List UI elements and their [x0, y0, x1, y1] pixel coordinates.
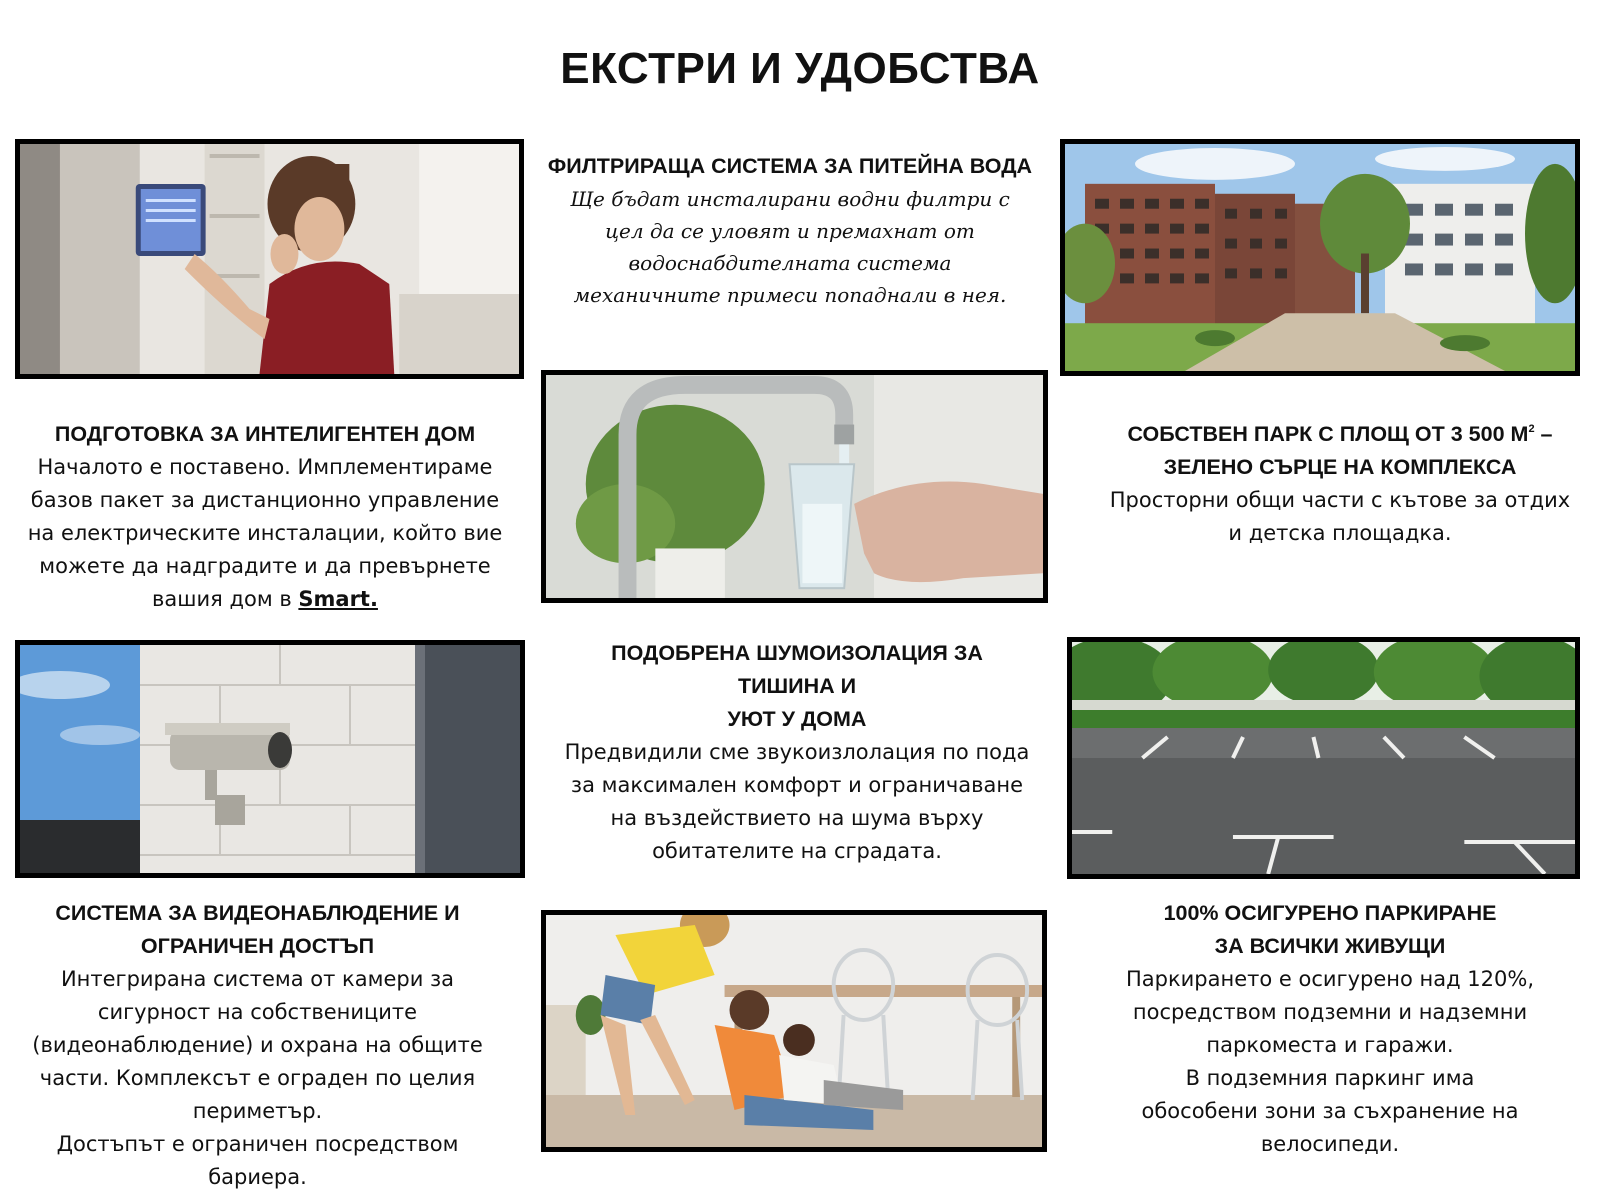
- security-heading-line: СИСТЕМА ЗА ВИДЕОНАБЛЮДЕНИЕ И: [55, 901, 460, 925]
- noise-line: на въздействието на шума върху: [610, 806, 984, 830]
- smart-home-photo: [15, 139, 524, 379]
- noise-section: [527, 637, 1067, 868]
- parking-heading-line: ЗА ВСИЧКИ ЖИВУЩИ: [1214, 934, 1446, 958]
- smart-link[interactable]: Smart.: [298, 587, 378, 611]
- security-camera-photo: [15, 640, 525, 878]
- smart-home-heading: ПОДГОТОВКА ЗА ИНТЕЛИГЕНТЕН ДОМ: [54, 422, 476, 446]
- security-line: Достъпът е ограничен посредством: [56, 1132, 459, 1156]
- security-line: части. Комплексът е ограден по целия: [39, 1066, 476, 1090]
- water-filter-heading: ФИЛТРИРАЩА СИСТЕМА ЗА ПИТЕЙНА ВОДА: [547, 154, 1033, 178]
- noise-heading-line: ТИШИНА И: [737, 674, 857, 698]
- smart-home-line: на електрическите инсталации, който вие: [27, 521, 503, 545]
- security-line: (видеонаблюдение) и охрана на общите: [32, 1033, 483, 1057]
- park-line: и детска площадка.: [1228, 521, 1452, 545]
- parking-line: В подземния паркинг има: [1185, 1066, 1475, 1090]
- parking-line: паркоместа и гаражи.: [1206, 1033, 1454, 1057]
- water-filter-line: Ще бъдат инсталирани водни филтри с: [570, 187, 1010, 211]
- water-filter-line: цел да се уловят и премахнат от: [605, 219, 975, 243]
- park-heading-text: СОБСТВЕН ПАРК С ПЛОЩ ОТ 3 500 М: [1127, 422, 1529, 446]
- smart-home-line: можете да надградите и да превърнете: [39, 554, 491, 578]
- water-filter-section: [520, 150, 1060, 311]
- smart-home-last-line: [0, 583, 530, 616]
- park-section: [1080, 418, 1600, 550]
- park-heading-line-1: [1080, 418, 1600, 451]
- security-heading-line: ОГРАНИЧЕН ДОСТЪП: [140, 934, 375, 958]
- noise-line: Предвидили сме звукоизлолация по пода: [564, 740, 1030, 764]
- buildings-park-photo: [1060, 139, 1580, 376]
- parking-section: [1070, 897, 1590, 1161]
- security-line: периметър.: [192, 1099, 323, 1123]
- parking-lot-photo: [1067, 637, 1580, 879]
- water-filter-line: водоснабдителната система: [628, 251, 952, 275]
- noise-line: за максимален комфорт и ограничаване: [570, 773, 1024, 797]
- smart-home-line: Началото е поставено. Имплементираме: [37, 455, 493, 479]
- parking-line: обособени зони за съхранение на: [1141, 1099, 1519, 1123]
- security-line: сигурност на собствениците: [97, 1000, 418, 1024]
- page-title: ЕКСТРИ И УДОБСТВА: [560, 44, 1040, 93]
- parking-line: велосипеди.: [1260, 1132, 1400, 1156]
- water-glass-photo: [541, 370, 1048, 603]
- smart-home-line: базов пакет за дистанционно управление: [30, 488, 500, 512]
- park-heading-dash: –: [1534, 422, 1553, 446]
- water-filter-line: механичните примеси попаднали в нея.: [573, 283, 1007, 307]
- parking-heading-line: 100% ОСИГУРЕНО ПАРКИРАНЕ: [1163, 901, 1497, 925]
- smart-home-section: [0, 418, 530, 616]
- security-line: бариера.: [208, 1165, 307, 1189]
- security-section: [0, 897, 515, 1194]
- park-heading-superscript: 2: [1528, 423, 1535, 435]
- park-line: Просторни общи части с кътове за отдих: [1109, 488, 1571, 512]
- parking-line: Паркирането е осигурено над 120%,: [1125, 967, 1535, 991]
- park-heading-line-2: ЗЕЛЕНО СЪРЦЕ НА КОМПЛЕКСА: [1163, 455, 1517, 479]
- noise-heading-line: ПОДОБРЕНА ШУМОИЗОЛАЦИЯ ЗА: [611, 641, 983, 665]
- noise-line: обитателите на сградата.: [652, 839, 942, 863]
- parking-line: посредством подземни и надземни: [1132, 1000, 1528, 1024]
- security-line: Интегрирана система от камери за: [60, 967, 455, 991]
- children-playing-photo: [541, 910, 1047, 1152]
- smart-home-last-prefix: вашия дом в: [152, 587, 299, 611]
- noise-heading-line: УЮТ У ДОМА: [727, 707, 867, 731]
